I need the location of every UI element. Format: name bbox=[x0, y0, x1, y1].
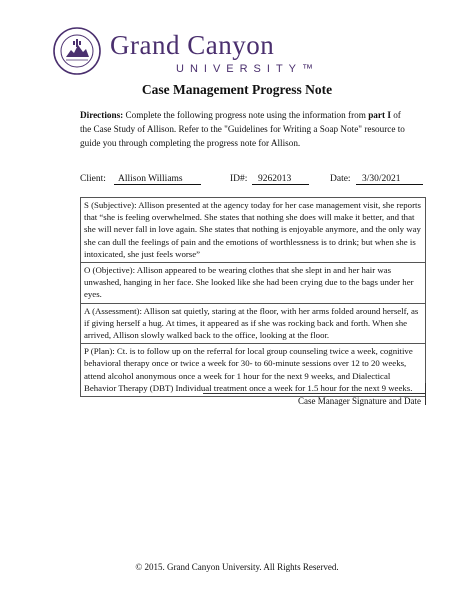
client-name-field[interactable] bbox=[114, 174, 201, 185]
client-info-row bbox=[80, 174, 425, 188]
date-label: Date: bbox=[330, 174, 351, 184]
soap-assessment[interactable]: A (Assessment): Allison sat quietly, staring at the floor, with her arms folded around herself, as if giving herself a hug. At times, it appeared as if she was rocking back and forth. When she arrived, Allison slowly walked back to the office, looking at the floor. bbox=[81, 303, 425, 344]
logo-subtitle: UNIVERSITY™ bbox=[176, 63, 320, 75]
directions-bold-part: part I bbox=[368, 110, 391, 120]
signature-line-end bbox=[425, 383, 426, 405]
soap-plan[interactable]: P (Plan): Ct. is to follow up on the referral for local group counseling twice a week, cognitive behavioral therapy once or twice a week for 30- to 60-minute sessions over 12 to 20 weeks, attend alcohol anonymous once a week for 1 hour for the next 9 weeks, and Dialectical Behavior Therapy (DBT) Individual treatment once a week for 1.5 hour for the next 9 weeks. bbox=[81, 343, 425, 397]
gcu-seal-icon bbox=[52, 26, 102, 76]
date-field[interactable] bbox=[356, 174, 423, 185]
soap-objective[interactable]: O (Objective): Allison appeared to be wearing clothes that she slept in and her hair was unwashed, hanging in her face. She looked like she had been crying due to the bags under her eyes. bbox=[81, 262, 425, 303]
university-logo bbox=[52, 26, 432, 76]
page-title: Case Management Progress Note bbox=[141, 82, 333, 97]
directions-text-2: of the Case Study of Allison. Refer to the "Guidelines for Writing a Soap Note" resource to guide you through completing the progress note for Allison. bbox=[80, 110, 405, 148]
directions-paragraph bbox=[80, 108, 410, 150]
logo-wordmark: Grand Canyon bbox=[110, 30, 275, 60]
signature-line[interactable] bbox=[203, 393, 425, 394]
directions-text-1: Complete the following progress note using the information from bbox=[123, 110, 369, 120]
id-label: ID#: bbox=[230, 174, 248, 184]
client-name-value: Allison Williams bbox=[118, 174, 183, 184]
id-field[interactable] bbox=[252, 174, 309, 185]
copyright-footer: © 2015. Grand Canyon University. All Rights Reserved. bbox=[135, 562, 339, 572]
date-value: 3/30/2021 bbox=[362, 174, 401, 184]
directions-label: Directions: bbox=[80, 110, 124, 120]
signature-label: Case Manager Signature and Date bbox=[298, 396, 421, 406]
id-value: 9262013 bbox=[258, 174, 292, 184]
client-label: Client: bbox=[80, 174, 106, 184]
soap-note-table bbox=[80, 197, 426, 397]
soap-subjective[interactable]: S (Subjective): Allison presented at the agency today for her case management visit, she reports that “she is feeling overwhelmed. She states that nothing she does will make it better, and that she will never fall in love again. She states that nothing is enjoyable anymore, and the only way she can dull the feelings of pain and the emotions of worthlessness is to drink; but when she is intoxicated, she just feels worse” bbox=[81, 197, 425, 262]
